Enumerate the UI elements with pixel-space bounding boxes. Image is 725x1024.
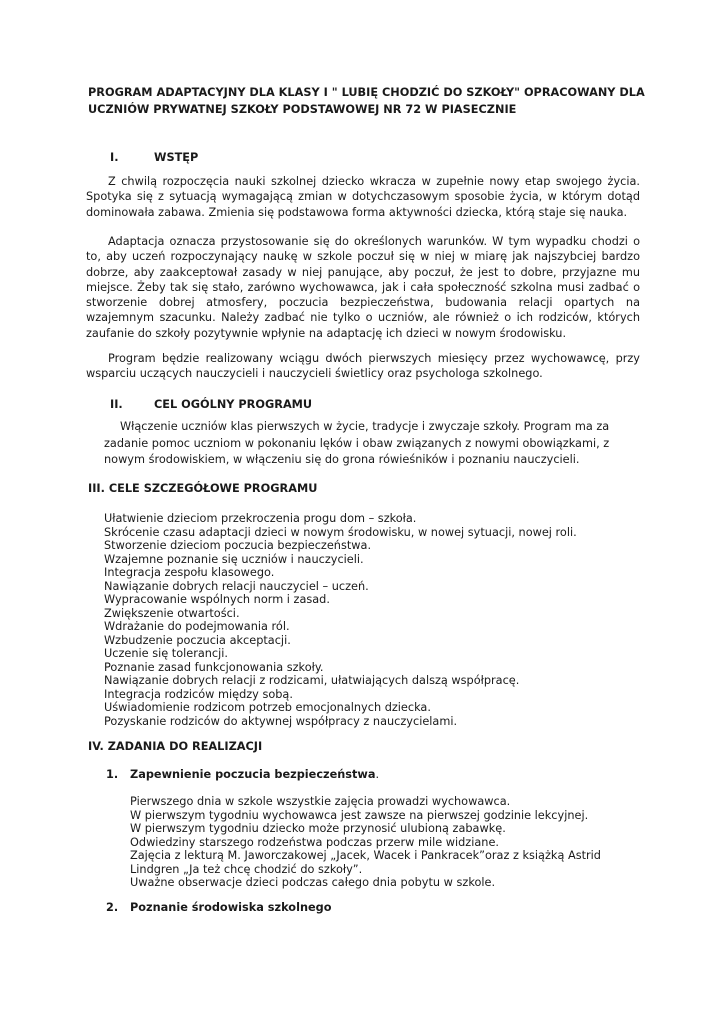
section-4-heading: IV. ZADANIA DO REALIZACJI [88,740,263,753]
subsection-1-title: Zapewnienie poczucia bezpieczeństwa [130,768,376,781]
list-item: Wypracowanie wspólnych norm i zasad. [104,593,330,606]
section-1-paragraph-1: Z chwilą rozpoczęcia nauki szkolnej dziecko wkracza w zupełnie nowy etap swojego życia. Spotyka się z sytuacją wymagającą zmian w dotychczasowym sposobie życia, w którym dotąd dominowała zabawa. Zmienia się podstawowa forma aktywności dziecka, którą staje się nauka. [86,175,640,219]
section-2-paragraph: Włączenie uczniów klas pierwszych w życie, tradycje i zwyczaje szkoły. Program ma za zadanie pomoc uczniom w pokonaniu lęków i obaw związanych z nowymi obowiązkami, z nowym środowiskiem, w włączeniu się do grona rówieśników i poznaniu nauczycieli. [104,420,610,466]
list-item: Odwiedziny starszego rodzeństwa podczas przerw mile widziane. [130,835,500,849]
section-1-paragraph-3: Program będzie realizowany wciągu dwóch pierwszych miesięcy przez wychowawcę, przy wsparciu uczących nauczycieli i nauczycieli świetlicy oraz psychologa szkolnego. [86,352,640,381]
list-item: Skrócenie czasu adaptacji dzieci w nowym środowisku, w nowej sytuacji, nowej roli. [104,525,577,539]
list-item: Uczenie się tolerancji. [104,647,229,660]
list-item: Integracja zespołu klasowego. [104,566,275,579]
list-item: Uważne obserwacje dzieci podczas całego dnia pobytu w szkole. [130,876,496,889]
list-item: W pierwszym tygodniu wychowawca jest zawsze na pierwszej godzinie lekcyjnej. [130,808,589,822]
list-item: Nawiązanie dobrych relacji nauczyciel – uczeń. [104,579,369,593]
list-item: Pierwszego dnia w szkole wszystkie zajęcia prowadzi wychowawca. [130,795,511,808]
section-2-number: II. [110,398,123,411]
section-2-heading [110,397,312,413]
section-3-heading: III. CELE SZCZEGÓŁOWE PROGRAMU [88,482,318,495]
subsection-1-number: 1. [106,768,119,781]
goals-list [104,512,624,728]
list-item: Stworzenie dzieciom poczucia bezpieczeństwa. [104,539,372,552]
subsection-2-title: Poznanie środowiska szkolnego [130,901,332,914]
list-item: Pozyskanie rodziców do aktywnej współpracy z nauczycielami. [104,714,458,728]
list-item: Poznanie zasad funkcjonowania szkoły. [104,660,324,674]
subsection-1-heading [106,767,646,783]
list-item: Ułatwienie dzieciom przekroczenia progu dom – szkoła. [104,512,417,525]
list-item: Integracja rodziców między sobą. [104,687,293,701]
document-title: PROGRAM ADAPTACYJNY DLA KLASY I " LUBIĘ CHODZIĆ DO SZKOŁY" OPRACOWANY DLA UCZNIÓW PRYWATNEJ SZKOŁY PODSTAWOWEJ NR 72 W PIASECZNIE [88,86,645,116]
subsection-2-heading [106,900,646,916]
section-1-number: I. [110,151,119,164]
subsection-1-tail: . [375,768,380,781]
section-2-title: CEL OGÓLNY PROGRAMU [154,398,313,411]
section-1-title: WSTĘP [154,151,199,164]
list-item: Wzbudzenie poczucia akceptacji. [104,633,291,647]
list-item: Wdrażanie do podejmowania ról. [104,620,290,633]
list-item: Nawiązanie dobrych relacji z rodzicami, ułatwiających dalszą współpracę. [104,674,520,687]
subsection-2-number: 2. [106,901,119,914]
list-item: Zajęcia z lekturą M. Jaworczakowej „Jacek, Wacek i Pankracek”oraz z książką Astrid Lindgren „Ja też chcę chodzić do szkoły”. [130,849,601,876]
list-item: Wzajemne poznanie się uczniów i nauczycieli. [104,552,364,566]
section-1-paragraph-2: Adaptacja oznacza przystosowanie się do określonych warunków. W tym wypadku chodzi o to, aby uczeń rozpoczynający naukę w szkole poczuł się w niej w miarę jak najszybciej bardzo dobrze, aby zaakceptował zasady w niej panujące, aby poczuł, że jest to dobre, przyjazne mu miejsce. Żeby tak się stało, zarówno wychowawca, jak i cała społeczność szkolna musi zadbać o stworzenie dobrej atmosfery, poczucia bezpieczeństwa, budowania relacji opartych na wzajemnym szacunku. Należy zadbać nie tylko o uczniów, ale również o ich rodziców, których zaufanie do szkoły pozytywnie wpłynie na adaptację ich dzieci w nowym środowisku. [86,235,640,340]
list-item: Zwiększenie otwartości. [104,606,240,620]
section-1-heading [110,150,198,166]
tasks-list [130,795,640,890]
list-item: Uświadomienie rodzicom potrzeb emocjonalnych dziecka. [104,701,431,714]
list-item: W pierwszym tygodniu dziecko może przynosić ulubioną zabawkę. [130,822,506,835]
